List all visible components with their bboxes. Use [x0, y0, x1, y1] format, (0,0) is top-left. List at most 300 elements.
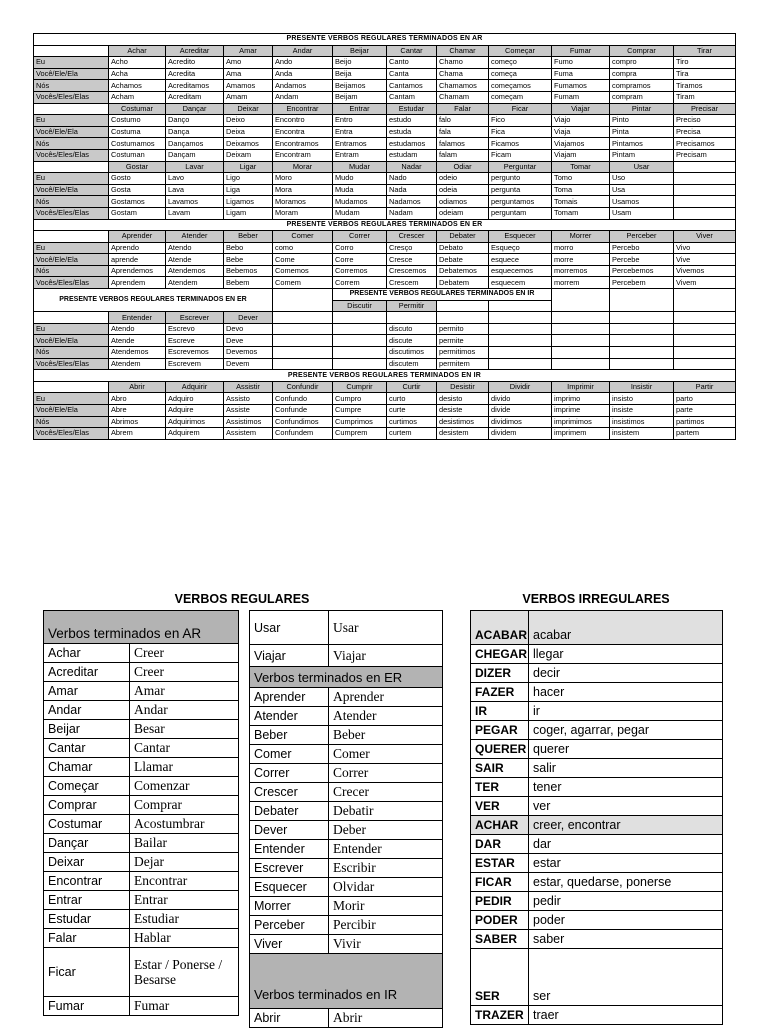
conjugation-cell: insisto [610, 393, 674, 405]
list-item [44, 720, 239, 739]
table-header-row [250, 954, 443, 1009]
pronoun-label: Nós [34, 347, 109, 359]
empty-cell [333, 335, 387, 347]
conjugation-cell: estuda [387, 126, 437, 138]
verb-header: Chamar [437, 45, 489, 57]
spanish-verb: Fumar [130, 997, 239, 1016]
conjugation-cell: Acho [109, 57, 166, 69]
conjugation-cell: Devo [224, 323, 273, 335]
spanish-translation: dar [529, 835, 723, 854]
portuguese-verb: Viver [250, 935, 329, 954]
verb-header: Adquirir [166, 381, 224, 393]
conjugation-row [34, 242, 736, 254]
conjugation-cell: Dançamos [166, 138, 224, 150]
verb-header: Precisar [674, 103, 736, 115]
spanish-verb: Hablar [130, 929, 239, 948]
pronoun-label: Eu [34, 57, 109, 69]
conjugation-cell: Ficam [489, 149, 552, 161]
conjugation-cell: Tiro [674, 57, 736, 69]
conjugation-cell: Confundimos [273, 416, 333, 428]
conjugation-cell: Gosta [109, 184, 166, 196]
conjugation-cell: Precisa [674, 126, 736, 138]
empty-cell [674, 358, 736, 370]
conjugation-cell: Cumprimos [333, 416, 387, 428]
conjugation-cell: Abro [109, 393, 166, 405]
conjugation-cell: Atendo [166, 242, 224, 254]
conjugation-cell: Achamos [109, 80, 166, 92]
conjugation-cell: Cresço [387, 242, 437, 254]
conjugation-cell: começo [489, 57, 552, 69]
conjugation-cell: Corremos [333, 265, 387, 277]
verb-header: Abrir [109, 381, 166, 393]
list-item [471, 911, 723, 930]
er-table-header: Verbos terminados en ER [250, 667, 443, 688]
spanish-translation: ser [529, 949, 723, 1006]
spanish-verb: Entender [329, 840, 443, 859]
empty-cell [333, 347, 387, 359]
spanish-verb: Crecer [329, 783, 443, 802]
conjugation-cell: compra [610, 68, 674, 80]
conjugation-cell: morrem [552, 277, 610, 289]
list-item [44, 834, 239, 853]
irregular-verbs-caption: VERBOS IRREGULARES [522, 592, 670, 606]
verb-header: Amar [224, 45, 273, 57]
pronoun-label: Vocês/Eles/Elas [34, 207, 109, 219]
irregular-verb: FICAR [471, 873, 529, 892]
irregular-verb: ACABAR [471, 611, 529, 645]
verb-header: Assistir [224, 381, 273, 393]
conjugation-cell: Esqueço [489, 242, 552, 254]
conjugation-row [34, 91, 736, 103]
empty-cell [437, 300, 489, 312]
portuguese-verb: Atender [250, 707, 329, 726]
pronoun-label: Eu [34, 393, 109, 405]
list-item [471, 930, 723, 949]
list-item [44, 872, 239, 891]
conjugation-row [34, 416, 736, 428]
portuguese-verb: Deixar [44, 853, 130, 872]
verb-header-row [34, 103, 736, 115]
spanish-verb: Deber [329, 821, 443, 840]
empty-cell [610, 335, 674, 347]
pronoun-label: Você/Ele/Ela [34, 126, 109, 138]
verb-header: Deixar [224, 103, 273, 115]
conjugation-cell: fala [437, 126, 489, 138]
portuguese-verb: Andar [44, 701, 130, 720]
empty-cell [610, 289, 674, 312]
conjugation-cell: Confundo [273, 393, 333, 405]
conjugation-cell: partimos [674, 416, 736, 428]
irregular-verb: PEGAR [471, 721, 529, 740]
verb-header: Ficar [489, 103, 552, 115]
conjugation-cell: Debate [437, 254, 489, 266]
portuguese-verb: Falar [44, 929, 130, 948]
list-item [471, 611, 723, 645]
spanish-translation: ir [529, 702, 723, 721]
conjugation-cell: Encontro [273, 115, 333, 127]
portuguese-verb: Beijar [44, 720, 130, 739]
portuguese-verb: Fumar [44, 997, 130, 1016]
conjugation-cell: Usam [610, 207, 674, 219]
list-item [250, 726, 443, 745]
empty-cell [674, 173, 736, 185]
conjugation-row [34, 207, 736, 219]
conjugation-cell: falamos [437, 138, 489, 150]
conjugation-cell: Assistimos [224, 416, 273, 428]
empty-cell [610, 347, 674, 359]
conjugation-cell: Confunde [273, 405, 333, 417]
conjugation-cell: Ligam [224, 207, 273, 219]
portuguese-verb: Acreditar [44, 663, 130, 682]
conjugation-cell: Acha [109, 68, 166, 80]
spanish-translation: querer [529, 740, 723, 759]
spanish-translation: salir [529, 759, 723, 778]
spanish-verb: Entrar [130, 891, 239, 910]
conjugation-cell: Mora [273, 184, 333, 196]
conjugation-cell: Cumpro [333, 393, 387, 405]
list-item [44, 644, 239, 663]
conjugation-cell: Costuma [109, 126, 166, 138]
verb-header: Escrever [166, 312, 224, 324]
conjugation-cell: odiamos [437, 196, 489, 208]
spanish-verb: Olvidar [329, 878, 443, 897]
verb-header: Encontrar [273, 103, 333, 115]
conjugation-cell: Ficamos [489, 138, 552, 150]
pronoun-label: Nós [34, 80, 109, 92]
verb-header: Perceber [610, 231, 674, 243]
conjugation-cell: Cumpre [333, 405, 387, 417]
conjugation-cell: Cresce [387, 254, 437, 266]
conjugation-cell: Viajamos [552, 138, 610, 150]
empty-cell [273, 358, 333, 370]
irregular-verb: QUERER [471, 740, 529, 759]
conjugation-cell: Corre [333, 254, 387, 266]
conjugation-row [34, 196, 736, 208]
verb-header: Gostar [109, 161, 166, 173]
conjugation-cell: Encontram [273, 149, 333, 161]
conjugation-cell: permitimos [437, 347, 489, 359]
pronoun-label: Você/Ele/Ela [34, 335, 109, 347]
conjugation-cell: divide [489, 405, 552, 417]
portuguese-verb: Aprender [250, 688, 329, 707]
pronoun-label: Nós [34, 138, 109, 150]
empty-cell [674, 323, 736, 335]
list-item [471, 816, 723, 835]
verb-header: Pintar [610, 103, 674, 115]
list-item [44, 948, 239, 997]
conjugation-cell: Confundem [273, 428, 333, 440]
conjugation-row [34, 149, 736, 161]
portuguese-verb: Escrever [250, 859, 329, 878]
conjugation-cell: Deixo [224, 115, 273, 127]
conjugation-cell: insistem [610, 428, 674, 440]
conjugation-cell: Comem [273, 277, 333, 289]
conjugation-cell: Adquirem [166, 428, 224, 440]
conjugation-cell: desisto [437, 393, 489, 405]
pronoun-label: Vocês/Eles/Elas [34, 428, 109, 440]
verb-header: Começar [489, 45, 552, 57]
verb-header: Permitir [387, 300, 437, 312]
conjugation-cell: partem [674, 428, 736, 440]
conjugation-cell: Percebo [610, 242, 674, 254]
conjugation-cell: insistimos [610, 416, 674, 428]
spanish-verb: Andar [130, 701, 239, 720]
section-title: PRESENTE VERBOS REGULARES TERMINADOS EN IR [333, 289, 552, 301]
conjugation-cell: Mudo [333, 173, 387, 185]
list-item [250, 1009, 443, 1028]
list-item [44, 682, 239, 701]
conjugation-cell: Escrevo [166, 323, 224, 335]
list-item [250, 897, 443, 916]
conjugation-cell: Moro [273, 173, 333, 185]
spanish-verb: Cantar [130, 739, 239, 758]
list-item [471, 740, 723, 759]
spanish-translation: estar, quedarse, ponerse [529, 873, 723, 892]
list-item [471, 683, 723, 702]
irregular-verb: ESTAR [471, 854, 529, 873]
portuguese-verb: Usar [250, 611, 329, 645]
irregular-verb: SAIR [471, 759, 529, 778]
conjugation-row [34, 335, 736, 347]
list-item [471, 645, 723, 664]
irregular-verb: TRAZER [471, 1006, 529, 1025]
conjugation-cell: Ando [273, 57, 333, 69]
ar-table-header: Verbos terminados en AR [44, 611, 239, 644]
empty-cell [387, 312, 437, 324]
conjugation-row [34, 358, 736, 370]
conjugation-cell: falo [437, 115, 489, 127]
conjugation-cell: começam [489, 91, 552, 103]
spanish-verb: Correr [329, 764, 443, 783]
spanish-translation: creer, encontrar [529, 816, 723, 835]
empty-cell [552, 289, 610, 312]
list-item [250, 802, 443, 821]
empty-cell [489, 300, 552, 312]
empty-cell [674, 289, 736, 312]
list-item [44, 663, 239, 682]
conjugation-cell: Percebe [610, 254, 674, 266]
conjugation-cell: Tira [674, 68, 736, 80]
conjugation-cell: estudam [387, 149, 437, 161]
portuguese-verb: Costumar [44, 815, 130, 834]
verb-header: Andar [273, 45, 333, 57]
empty-cell [552, 312, 610, 324]
irregular-verb: DAR [471, 835, 529, 854]
conjugation-cell: Acreditamos [166, 80, 224, 92]
irregular-verb: IR [471, 702, 529, 721]
conjugation-cell: imprimimos [552, 416, 610, 428]
conjugation-cell: Moramos [273, 196, 333, 208]
conjugation-cell: falam [437, 149, 489, 161]
verb-header-row [34, 161, 736, 173]
section-title: PRESENTE VERBOS REGULARES TERMINADOS EN ER [34, 289, 273, 312]
spanish-verb: Beber [329, 726, 443, 745]
irregular-verbs-table [470, 610, 723, 1025]
verb-header: Usar [610, 161, 674, 173]
list-item [471, 1006, 723, 1025]
verb-header: Acreditar [166, 45, 224, 57]
conjugation-cell: Tiram [674, 91, 736, 103]
empty-cell [437, 312, 489, 324]
conjugation-cell: Atendem [109, 358, 166, 370]
empty-cell [273, 347, 333, 359]
empty-cell [273, 289, 333, 312]
corner-cell [34, 231, 109, 243]
conjugation-cell: Fico [489, 115, 552, 127]
conjugation-cell: Costuman [109, 149, 166, 161]
conjugation-cell: pergunta [489, 184, 552, 196]
portuguese-verb: Abrir [250, 1009, 329, 1028]
conjugation-cell: Fumam [552, 91, 610, 103]
pronoun-label: Vocês/Eles/Elas [34, 91, 109, 103]
verb-header: Beijar [333, 45, 387, 57]
conjugation-cell: Pinta [610, 126, 674, 138]
list-item [250, 935, 443, 954]
conjugation-cell: Chamam [437, 91, 489, 103]
empty-cell [610, 323, 674, 335]
conjugation-cell: Tomo [552, 173, 610, 185]
portuguese-verb: Cantar [44, 739, 130, 758]
pronoun-label: Você/Ele/Ela [34, 254, 109, 266]
conjugation-cell: Vivo [674, 242, 736, 254]
conjugation-cell: Entra [333, 126, 387, 138]
empty-cell [674, 184, 736, 196]
list-item [471, 873, 723, 892]
section-title-row [34, 219, 736, 231]
verb-header: Crescer [387, 231, 437, 243]
spanish-verb: Viajar [329, 645, 443, 667]
conjugation-cell: Devemos [224, 347, 273, 359]
list-item [250, 707, 443, 726]
verb-header-row [34, 312, 736, 324]
conjugation-cell: Come [273, 254, 333, 266]
corner-cell [34, 161, 109, 173]
conjugation-cell: Escreve [166, 335, 224, 347]
spanish-translation: coger, agarrar, pegar [529, 721, 723, 740]
spanish-verb: Comprar [130, 796, 239, 815]
conjugation-cell: Fuma [552, 68, 610, 80]
portuguese-verb: Crescer [250, 783, 329, 802]
ar-verbs-table [43, 610, 239, 1016]
portuguese-verb: Estudar [44, 910, 130, 929]
conjugation-cell: Percebem [610, 277, 674, 289]
pronoun-label: Vocês/Eles/Elas [34, 277, 109, 289]
spanish-translation: llegar [529, 645, 723, 664]
empty-cell [333, 323, 387, 335]
conjugation-cell: Aprendemos [109, 265, 166, 277]
list-item [250, 645, 443, 667]
spanish-verb: Besar [130, 720, 239, 739]
empty-cell [333, 312, 387, 324]
pronoun-label: Eu [34, 115, 109, 127]
empty-cell [674, 207, 736, 219]
verb-header: Correr [333, 231, 387, 243]
empty-cell [610, 358, 674, 370]
conjugation-cell: compram [610, 91, 674, 103]
conjugation-cell: Amamos [224, 80, 273, 92]
list-item [250, 878, 443, 897]
spanish-verb: Usar [329, 611, 443, 645]
verb-header: Mudar [333, 161, 387, 173]
conjugation-cell: Encontra [273, 126, 333, 138]
conjugation-cell: estudo [387, 115, 437, 127]
list-item [471, 835, 723, 854]
conjugation-cell: odeio [437, 173, 489, 185]
conjugation-cell: Crescem [387, 277, 437, 289]
conjugation-cell: Crescemos [387, 265, 437, 277]
section-title: PRESENTE VERBOS REGULARES TERMINADOS EN ER [34, 219, 736, 231]
verb-header: Cumprir [333, 381, 387, 393]
spanish-verb: Aprender [329, 688, 443, 707]
conjugation-row [34, 428, 736, 440]
conjugation-cell: odeiam [437, 207, 489, 219]
conjugation-cell: Atende [109, 335, 166, 347]
conjugation-cell: permite [437, 335, 489, 347]
conjugation-cell: Vivemos [674, 265, 736, 277]
portuguese-verb: Dever [250, 821, 329, 840]
list-item [44, 997, 239, 1016]
conjugation-cell: Debato [437, 242, 489, 254]
empty-cell [489, 347, 552, 359]
conjugation-cell: desiste [437, 405, 489, 417]
verb-header: Viajar [552, 103, 610, 115]
spanish-translation: traer [529, 1006, 723, 1025]
conjugation-cell: Aprendem [109, 277, 166, 289]
er-ir-verbs-table [249, 610, 443, 1028]
conjugation-row [34, 265, 736, 277]
conjugation-cell: Cantamos [387, 80, 437, 92]
conjugation-cell: Pintam [610, 149, 674, 161]
verb-header: Insistir [610, 381, 674, 393]
conjugation-cell: Bebem [224, 277, 273, 289]
spanish-verb: Estar / Ponerse / Besarse [130, 948, 239, 997]
portuguese-verb: Esquecer [250, 878, 329, 897]
list-item [44, 701, 239, 720]
conjugation-cell: Usamos [610, 196, 674, 208]
list-item [250, 859, 443, 878]
spanish-verb: Llamar [130, 758, 239, 777]
verb-header: Morrer [552, 231, 610, 243]
conjugation-cell: permitem [437, 358, 489, 370]
conjugation-cell: Costumamos [109, 138, 166, 150]
conjugation-cell: Entro [333, 115, 387, 127]
verb-header: Estudar [387, 103, 437, 115]
portuguese-verb: Viajar [250, 645, 329, 667]
verb-header: Imprimir [552, 381, 610, 393]
spanish-verb: Atender [329, 707, 443, 726]
conjugation-cell: Deixa [224, 126, 273, 138]
list-item [250, 783, 443, 802]
conjugation-cell: pergunto [489, 173, 552, 185]
conjugation-cell: Vive [674, 254, 736, 266]
conjugation-row [34, 323, 736, 335]
spanish-verb: Estudiar [130, 910, 239, 929]
conjugation-cell: Cumprem [333, 428, 387, 440]
conjugation-cell: curtimos [387, 416, 437, 428]
pronoun-label: Eu [34, 242, 109, 254]
list-item [471, 702, 723, 721]
empty-cell [273, 323, 333, 335]
verb-header: Debater [437, 231, 489, 243]
spanish-verb: Bailar [130, 834, 239, 853]
table-header-row [250, 667, 443, 688]
spanish-translation: decir [529, 664, 723, 683]
conjugation-cell: permito [437, 323, 489, 335]
conjugation-cell: compramos [610, 80, 674, 92]
conjugation-cell: Assisto [224, 393, 273, 405]
list-item [471, 778, 723, 797]
section-title: PRESENTE VERBOS REGULARES TERMINADOS EN IR [34, 370, 736, 382]
